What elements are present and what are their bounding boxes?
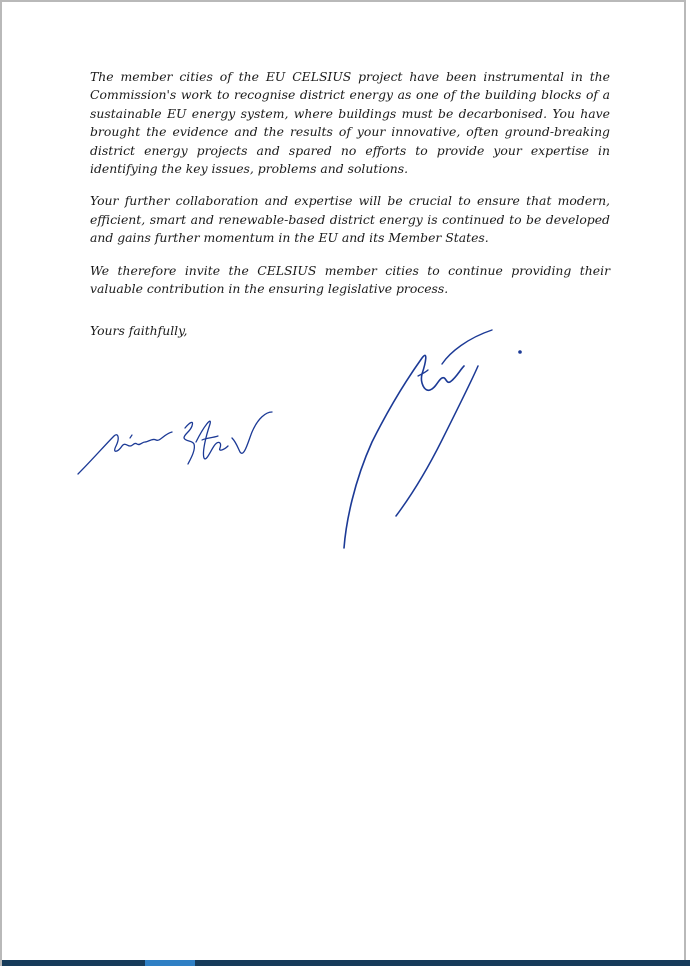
- paragraph-3: We therefore invite the CELSIUS member cities to continue providing their valuable contribution in the ensuring legislative process.: [90, 262, 610, 297]
- signature-left-icon: [72, 402, 292, 482]
- paragraph-2: Your further collaboration and expertise will be crucial to ensure that modern, efficient, smart and renewable-based district energy is continued to be developed and gains further momentum in the EU and its Member States.: [90, 193, 610, 246]
- paragraph-1: The member cities of the EU CELSIUS project have been instrumental in the Commission's work to recognise district energy as one of the building blocks of a sustainable EU energy system, where buildings must be decarbonised. You have brought the evidence and the results of your innovative, often ground-breaking district energy projects and spared no efforts to provide your expertise in identifying the key issues, problems and solutions.: [90, 69, 610, 177]
- letter-body: [90, 68, 610, 312]
- footer-bar: [2, 960, 690, 966]
- footer-accent: [145, 960, 195, 966]
- closing-salutation: Yours faithfully,: [90, 323, 188, 338]
- signature-right-icon: [332, 322, 542, 562]
